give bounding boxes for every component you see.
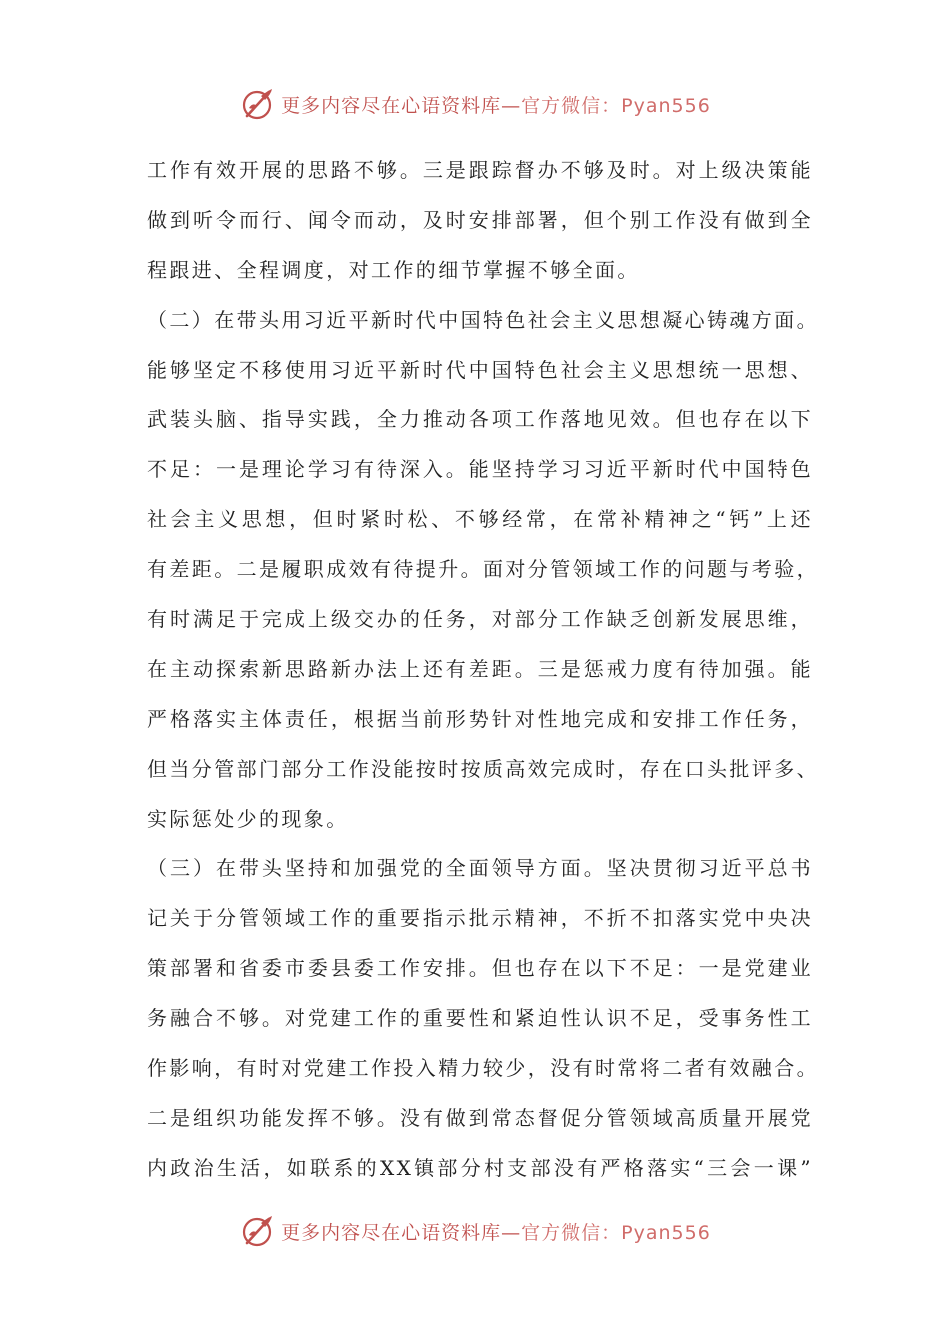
- body-line: 不足：一是理论学习有待深入。能坚持学习习近平新时代中国特色: [147, 457, 813, 482]
- body-line: （二）在带头用习近平新时代中国特色社会主义思想凝心铸魂方面。: [147, 307, 819, 332]
- body-line: 程跟进、全程调度，对工作的细节掌握不够全面。: [147, 257, 640, 282]
- body-line: 有时满足于完成上级交办的任务，对部分工作缺乏创新发展思维，: [147, 607, 813, 632]
- body-line: 实际惩处少的现象。: [147, 806, 349, 831]
- watermark-separator: —: [501, 94, 522, 117]
- body-line: 二是组织功能发挥不够。没有做到常态督促分管领域高质量开展党: [147, 1105, 813, 1130]
- body-line: （三）在带头坚持和加强党的全面领导方面。坚决贯彻习近平总书: [147, 856, 813, 881]
- body-line: 武装头脑、指导实践，全力推动各项工作落地见效。但也存在以下: [147, 407, 813, 432]
- watermark-text: [281, 1218, 711, 1245]
- body-line: 有差距。二是履职成效有待提升。面对分管领域工作的问题与考验，: [147, 557, 819, 582]
- body-line: 在主动探索新思路新办法上还有差距。三是惩戒力度有待加强。能: [147, 656, 813, 681]
- footer-watermark-banner: [0, 1211, 950, 1251]
- document-body: [147, 146, 819, 1194]
- watermark-text: [281, 91, 711, 118]
- body-line: 工作有效开展的思路不够。三是跟踪督办不够及时。对上级决策能: [147, 158, 813, 182]
- watermark-wechat: 官方微信：Pyan556: [521, 94, 711, 117]
- body-line: 记关于分管领域工作的重要指示批示精神，不折不扣落实党中央决: [147, 906, 813, 931]
- body-line: 内政治生活，如联系的XX镇部分村支部没有严格落实“三会一课”: [147, 1155, 813, 1180]
- body-line: 作影响，有时对党建工作投入精力较少，没有时常将二者有效融合。: [147, 1056, 819, 1081]
- body-line: 严格落实主体责任，根据当前形势针对性地完成和安排工作任务，: [147, 706, 813, 731]
- watermark-wechat: 官方微信：Pyan556: [521, 1221, 711, 1244]
- header-watermark-banner: [0, 84, 950, 124]
- body-line: 做到听令而行、闻令而动，及时安排部署，但个别工作没有做到全: [147, 207, 813, 232]
- body-line: 但当分管部门部分工作没能按时按质高效完成时，存在口头批评多、: [147, 756, 819, 781]
- body-line: 能够坚定不移使用习近平新时代中国特色社会主义思想统一思想、: [147, 357, 813, 382]
- body-line: 策部署和省委市委县委工作安排。但也存在以下不足：一是党建业: [147, 956, 813, 981]
- watermark-main: 更多内容尽在心语资料库: [281, 1221, 502, 1244]
- watermark-separator: —: [501, 1221, 522, 1244]
- quill-seal-logo-icon: [239, 1213, 275, 1249]
- quill-seal-logo-icon: [239, 86, 275, 122]
- body-line: 社会主义思想，但时紧时松、不够经常，在常补精神之“钙”上还: [147, 507, 813, 532]
- watermark-main: 更多内容尽在心语资料库: [281, 94, 502, 117]
- body-line: 务融合不够。对党建工作的重要性和紧迫性认识不足，受事务性工: [147, 1006, 813, 1031]
